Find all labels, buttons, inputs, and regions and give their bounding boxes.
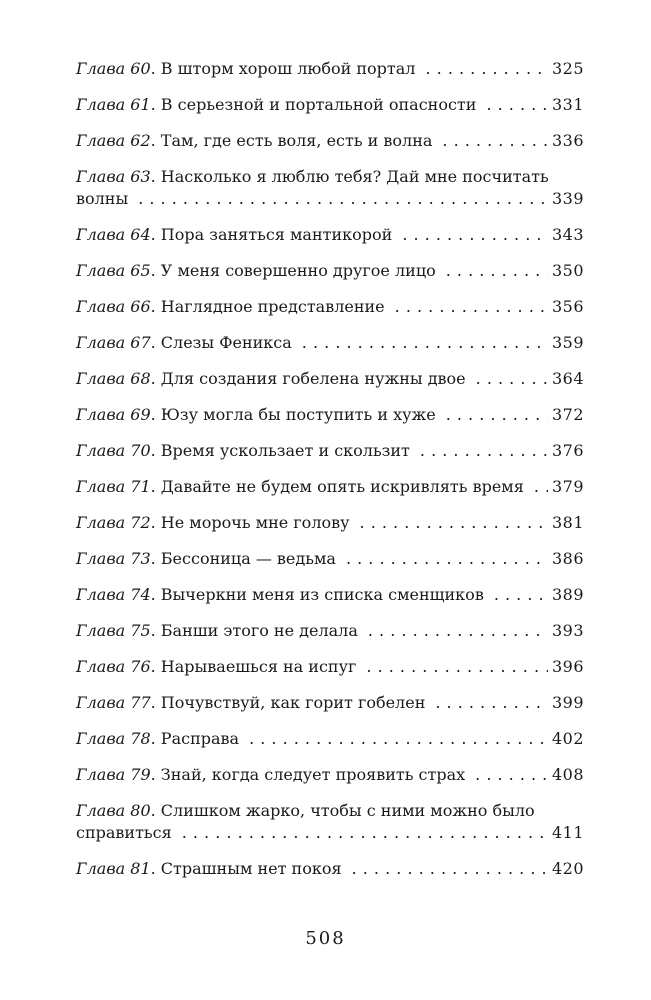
- page-number: 343: [551, 225, 584, 244]
- chapter-title: Насколько я люблю тебя? Дай мне посчитать: [160, 167, 549, 186]
- chapter-title: Не морочь мне голову: [160, 513, 350, 532]
- dot-leader: [368, 620, 548, 642]
- dot-leader: [360, 512, 548, 534]
- chapter-title: В шторм хорош любой портал: [160, 59, 416, 78]
- chapter-title: Слишком жарко, чтобы с ними можно было: [160, 801, 535, 820]
- chapter-label: Глава 79: [76, 765, 151, 784]
- chapter-label: Глава 68: [76, 369, 151, 388]
- dot-leader: [534, 476, 548, 498]
- page-number: 331: [551, 95, 584, 114]
- chapter-title: Бессоница — ведьма: [160, 549, 336, 568]
- toc-entry[interactable]: Глава 78 . Расправа . . . 402: [76, 728, 584, 750]
- dot-leader: [402, 224, 548, 246]
- dot-leader: [249, 728, 548, 750]
- toc-entry[interactable]: Глава 72 . Не морочь мне голову . . . 381: [76, 512, 584, 534]
- chapter-title: У меня совершенно другое лицо: [160, 261, 436, 280]
- chapter-title: Юзу могла бы поступить и хуже: [160, 405, 436, 424]
- chapter-title: Наглядное представление: [160, 297, 385, 316]
- chapter-title: Почувствуй, как горит гобелен: [160, 693, 426, 712]
- dot-leader: [366, 656, 548, 678]
- page-number: 420: [551, 859, 584, 878]
- chapter-title: Слезы Феникса: [160, 333, 292, 352]
- toc-entry[interactable]: Глава 76 . Нарываешься на испуг . . . 396: [76, 656, 584, 678]
- chapter-label: Глава 80: [76, 801, 151, 820]
- dot-leader: [346, 548, 548, 570]
- page-number: 408: [551, 765, 584, 784]
- toc-entry[interactable]: Глава 80 . Слишком жарко, чтобы с ними можно было справиться . . . 411: [76, 800, 584, 844]
- chapter-label: Глава 73: [76, 549, 151, 568]
- chapter-label: Глава 78: [76, 729, 151, 748]
- page-number: 411: [551, 823, 584, 842]
- toc-entry[interactable]: Глава 60 . В шторм хорош любой портал . . . 325: [76, 58, 584, 80]
- page-number: 359: [551, 333, 584, 352]
- page-number: 389: [551, 585, 584, 604]
- dot-leader: [435, 692, 548, 714]
- dot-leader: [425, 58, 547, 80]
- dot-leader: [494, 584, 548, 606]
- dot-leader: [352, 858, 548, 880]
- dot-leader: [420, 440, 548, 462]
- chapter-label: Глава 72: [76, 513, 151, 532]
- toc-entry[interactable]: Глава 67 . Слезы Феникса . . . 359: [76, 332, 584, 354]
- toc-entry[interactable]: Глава 62 . Там, где есть воля, есть и волна . . . 336: [76, 130, 584, 152]
- chapter-label: Глава 61: [76, 95, 151, 114]
- chapter-label: Глава 60: [76, 59, 151, 78]
- toc-entry[interactable]: Глава 75 . Банши этого не делала . . . 393: [76, 620, 584, 642]
- chapter-title: Вычеркни меня из списка сменщиков: [160, 585, 484, 604]
- page-folio: 508: [305, 928, 346, 949]
- chapter-label: Глава 74: [76, 585, 151, 604]
- table-of-contents: [76, 58, 584, 894]
- page-number: 356: [551, 297, 584, 316]
- toc-entry[interactable]: Глава 69 . Юзу могла бы поступить и хуже . . . 372: [76, 404, 584, 426]
- toc-entry[interactable]: Глава 66 . Наглядное представление . . . 356: [76, 296, 584, 318]
- page-number: 336: [551, 131, 584, 150]
- toc-entry[interactable]: Глава 63 . Насколько я люблю тебя? Дай мне посчитать волны . . . 339: [76, 166, 584, 210]
- chapter-label: Глава 81: [76, 859, 151, 878]
- chapter-title: Расправа: [160, 729, 240, 748]
- chapter-label: Глава 65: [76, 261, 151, 280]
- chapter-label: Глава 63: [76, 167, 151, 186]
- toc-entry[interactable]: Глава 65 . У меня совершенно другое лицо . . . 350: [76, 260, 584, 282]
- page-number: 325: [551, 59, 584, 78]
- toc-entry[interactable]: Глава 81 . Страшным нет покоя . . . 420: [76, 858, 584, 880]
- toc-entry[interactable]: Глава 61 . В серьезной и портальной опасности . . . 331: [76, 94, 584, 116]
- page-number: 379: [551, 477, 584, 496]
- chapter-title-continued: волны: [76, 189, 129, 208]
- chapter-title-continued: справиться: [76, 823, 172, 842]
- toc-entry[interactable]: Глава 64 . Пора заняться мантикорой . . . 343: [76, 224, 584, 246]
- chapter-title: Там, где есть воля, есть и волна: [160, 131, 433, 150]
- dot-leader: [395, 296, 548, 318]
- page-number: 376: [551, 441, 584, 460]
- chapter-label: Глава 70: [76, 441, 151, 460]
- dot-leader: [302, 332, 548, 354]
- page-number: 350: [551, 261, 584, 280]
- dot-leader: [138, 188, 548, 210]
- chapter-title: Банши этого не делала: [160, 621, 358, 640]
- chapter-label: Глава 71: [76, 477, 151, 496]
- chapter-title: Знай, когда следует проявить страх: [160, 765, 466, 784]
- chapter-title: Для создания гобелена нужны двое: [160, 369, 466, 388]
- dot-leader: [476, 368, 548, 390]
- chapter-title: В серьезной и портальной опасности: [160, 95, 477, 114]
- chapter-title: Страшным нет покоя: [160, 859, 342, 878]
- page-number: 396: [551, 657, 584, 676]
- chapter-label: Глава 77: [76, 693, 151, 712]
- dot-leader: [475, 764, 548, 786]
- toc-entry[interactable]: Глава 79 . Знай, когда следует проявить страх . . . 408: [76, 764, 584, 786]
- page-number: 339: [551, 189, 584, 208]
- page-number: 386: [551, 549, 584, 568]
- toc-entry[interactable]: Глава 71 . Давайте не будем опять искривлять время . . . 379: [76, 476, 584, 498]
- chapter-label: Глава 67: [76, 333, 151, 352]
- page-number: 402: [551, 729, 584, 748]
- chapter-title: Нарываешься на испуг: [160, 657, 357, 676]
- dot-leader: [486, 94, 548, 116]
- toc-entry[interactable]: Глава 74 . Вычеркни меня из списка сменщиков . . . 389: [76, 584, 584, 606]
- dot-leader: [446, 260, 548, 282]
- chapter-label: Глава 62: [76, 131, 151, 150]
- toc-entry[interactable]: Глава 77 . Почувствуй, как горит гобелен . . . 399: [76, 692, 584, 714]
- page-number: 399: [551, 693, 584, 712]
- toc-entry[interactable]: Глава 70 . Время ускользает и скользит . . . 376: [76, 440, 584, 462]
- toc-entry[interactable]: Глава 73 . Бессоница — ведьма . . . 386: [76, 548, 584, 570]
- chapter-title: Пора заняться мантикорой: [160, 225, 393, 244]
- chapter-label: Глава 66: [76, 297, 151, 316]
- chapter-label: Глава 64: [76, 225, 151, 244]
- page-number: 381: [551, 513, 584, 532]
- chapter-label: Глава 76: [76, 657, 151, 676]
- page-number: 393: [551, 621, 584, 640]
- dot-leader: [446, 404, 548, 426]
- chapter-label: Глава 75: [76, 621, 151, 640]
- chapter-label: Глава 69: [76, 405, 151, 424]
- dot-leader: [442, 130, 548, 152]
- chapter-title: Давайте не будем опять искривлять время: [160, 477, 524, 496]
- chapter-title: Время ускользает и скользит: [160, 441, 410, 460]
- page-number: 372: [551, 405, 584, 424]
- dot-leader: [182, 822, 548, 844]
- page-number: 364: [551, 369, 584, 388]
- toc-entry[interactable]: Глава 68 . Для создания гобелена нужны двое . . . 364: [76, 368, 584, 390]
